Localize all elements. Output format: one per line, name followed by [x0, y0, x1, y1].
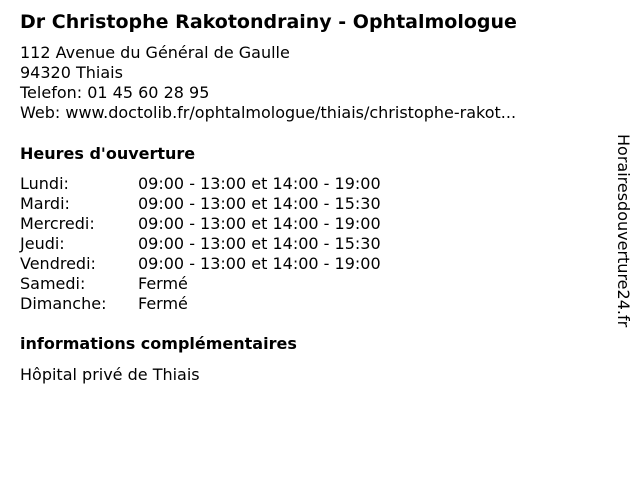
- hours-row-sunday: [20, 294, 381, 314]
- opening-hours-table: [20, 174, 381, 314]
- additional-info-text: Hôpital privé de Thiais: [20, 365, 200, 384]
- hours-row-tuesday: [20, 194, 381, 214]
- city-postcode: 94320 Thiais: [20, 63, 123, 82]
- opening-hours-heading: Heures d'ouverture: [20, 144, 196, 163]
- phone-number: Telefon: 01 45 60 28 95: [20, 83, 210, 102]
- street-address: 112 Avenue du Général de Gaulle: [20, 43, 290, 62]
- time-range: 09:00 - 13:00 et 14:00 - 19:00: [138, 254, 381, 273]
- day-label: Samedi:: [20, 274, 86, 293]
- day-label: Lundi:: [20, 174, 69, 193]
- day-label: Mercredi:: [20, 214, 95, 233]
- address-block: [20, 43, 516, 123]
- day-label: Vendredi:: [20, 254, 96, 273]
- time-range: 09:00 - 13:00 et 14:00 - 19:00: [138, 214, 381, 233]
- site-watermark: Horairesdouverture24.fr: [614, 134, 633, 328]
- time-range: 09:00 - 13:00 et 14:00 - 19:00: [138, 174, 381, 193]
- hours-row-thursday: [20, 234, 381, 254]
- time-range: Fermé: [138, 294, 188, 313]
- additional-info-heading: informations complémentaires: [20, 334, 297, 353]
- page-title: Dr Christophe Rakotondrainy - Ophtalmologue: [20, 11, 517, 33]
- hours-row-wednesday: [20, 214, 381, 234]
- day-label: Jeudi:: [20, 234, 65, 253]
- hours-row-friday: [20, 254, 381, 274]
- day-label: Mardi:: [20, 194, 70, 213]
- hours-row-saturday: [20, 274, 381, 294]
- time-range: Fermé: [138, 274, 188, 293]
- day-label: Dimanche:: [20, 294, 107, 313]
- time-range: 09:00 - 13:00 et 14:00 - 15:30: [138, 234, 381, 253]
- website-url: Web: www.doctolib.fr/ophtalmologue/thiais/christophe-rakot...: [20, 103, 517, 122]
- time-range: 09:00 - 13:00 et 14:00 - 15:30: [138, 194, 381, 213]
- hours-row-monday: [20, 174, 381, 194]
